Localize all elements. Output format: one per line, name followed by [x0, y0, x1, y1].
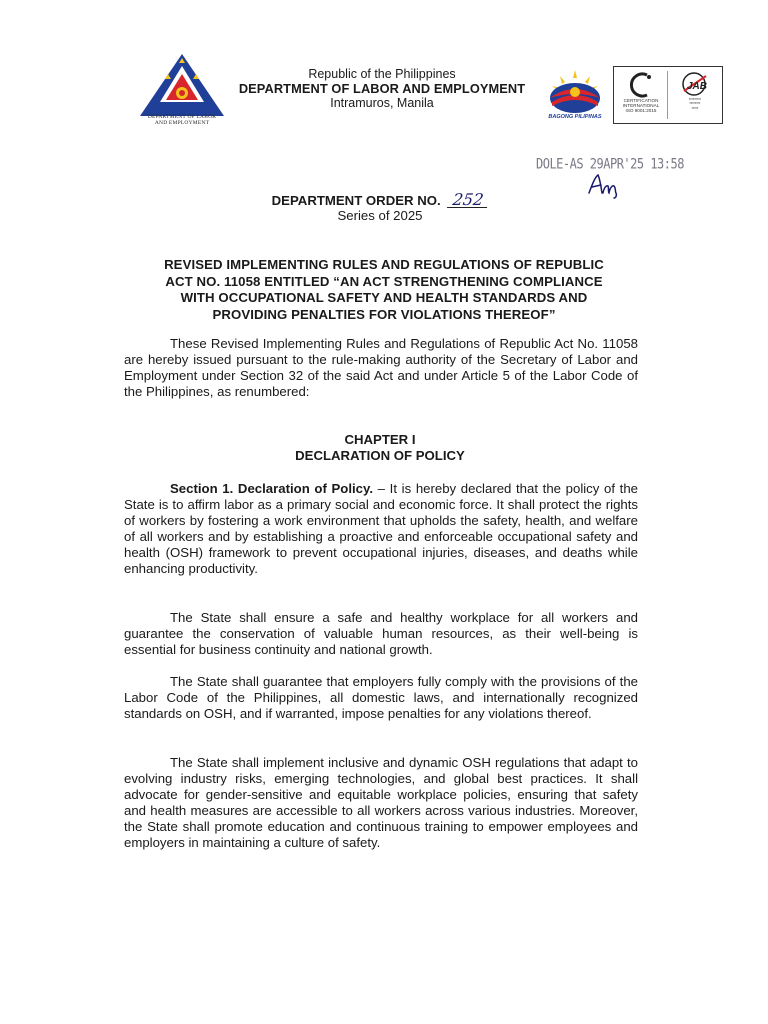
dole-logo-caption [130, 114, 234, 126]
order-series: Series of 2025 [337, 208, 423, 223]
letterhead [222, 67, 542, 110]
policy-paragraph-3: The State shall guarantee that employers fully comply with the provisions of the Labor Code of the Philippines, all domestic laws, and internationally recognized standards on OSH, and if warranted, impose penalties for any violations thereof. [124, 674, 638, 721]
policy-paragraph-2: The State shall ensure a safe and healthy workplace for all workers and guarantee the conservation of valuable human resources, as their well-being is essential for business continuity and national growth. [124, 610, 638, 657]
order-number: 252 [447, 193, 489, 208]
letterhead-department: DEPARTMENT OF LABOR AND EMPLOYMENT [238, 81, 526, 96]
letterhead-republic: Republic of the Philippines [308, 67, 456, 81]
title-line-2: ACT NO. 11058 ENTITLED “AN ACT STRENGTHENING COMPLIANCE [165, 273, 603, 289]
policy-paragraph-4: The State shall implement inclusive and dynamic OSH regulations that adapt to evolving industry risks, emerging technologies, and global best practices. It shall advocate for gender-sensitive and equitable workplace policies, ensuring that safety and health measures are accessible to all workers across various industries. Moreover, the State shall promote education and continuous training to empower employees and employers in maintaining a culture of safety. [124, 755, 638, 850]
bagong-pilipinas-caption: BAGONG PILIPINAS [548, 114, 602, 120]
section-1-label: Section 1. Declaration of Policy. [170, 481, 374, 496]
certification-box [613, 66, 723, 124]
jab-mark: JAB [687, 81, 708, 92]
cert-line-2: INTERNATIONAL [622, 103, 660, 108]
section-1-text: – It is hereby declared that the policy of the State is to affirm labor as a primary social and economic force. It shall protect the rights of workers by fostering a work environment that upholds the safety, health, and welfare of all workers and by establishing a proactive and enforceable occupational safety and health (OSH) framework to prevent occupational injuries, diseases, and deaths while enhancing productivity. [124, 481, 638, 576]
jab-fine-print: ▪▪▪▪▪▪▪▪▪ ▪▪▪▪▪▪▪▪ ▪▪▪▪▪ [688, 97, 702, 110]
cert-line-3: ISO 9001:2015 [625, 108, 657, 113]
jab-accreditation-icon [672, 71, 718, 119]
order-title-line [180, 190, 580, 209]
title-line-3: WITH OCCUPATIONAL SAFETY AND HEALTH STANDARDS AND [180, 290, 588, 306]
title-line-1: REVISED IMPLEMENTING RULES AND REGULATIONS OF REPUBLIC [164, 257, 604, 272]
receipt-stamp: DOLE-AS 29APR'25 13:58 [536, 155, 684, 173]
section-1-paragraph [124, 481, 638, 576]
document-title [120, 257, 648, 323]
title-line-4: PROVIDING PENALTIES FOR VIOLATIONS THEREOF” [212, 306, 556, 322]
letterhead-address: Intramuros, Manila [330, 96, 434, 110]
order-title: DEPARTMENT ORDER NO. [271, 193, 441, 208]
dole-caption-line-2: AND EMPLOYMENT [154, 120, 210, 126]
handwritten-initials [586, 171, 622, 204]
chapter-title: DECLARATION OF POLICY [295, 448, 465, 464]
dole-caption-line-1: DEPARTMENT OF LABOR [147, 114, 217, 120]
order-heading [180, 190, 580, 224]
certification-text [616, 98, 666, 113]
cert-line-1: CERTIFICATION [623, 98, 659, 103]
chapter-number: CHAPTER I [344, 432, 416, 447]
chapter-heading [180, 432, 580, 465]
intro-paragraph: These Revised Implementing Rules and Regulations of Republic Act No. 11058 are hereby issued pursuant to the rule-making authority of the Secretary of Labor and Employment under Section 32 of the said Act and under Article 5 of the Labor Code of the Philippines, as renumbered: [124, 336, 638, 399]
cert-divider [667, 71, 668, 119]
